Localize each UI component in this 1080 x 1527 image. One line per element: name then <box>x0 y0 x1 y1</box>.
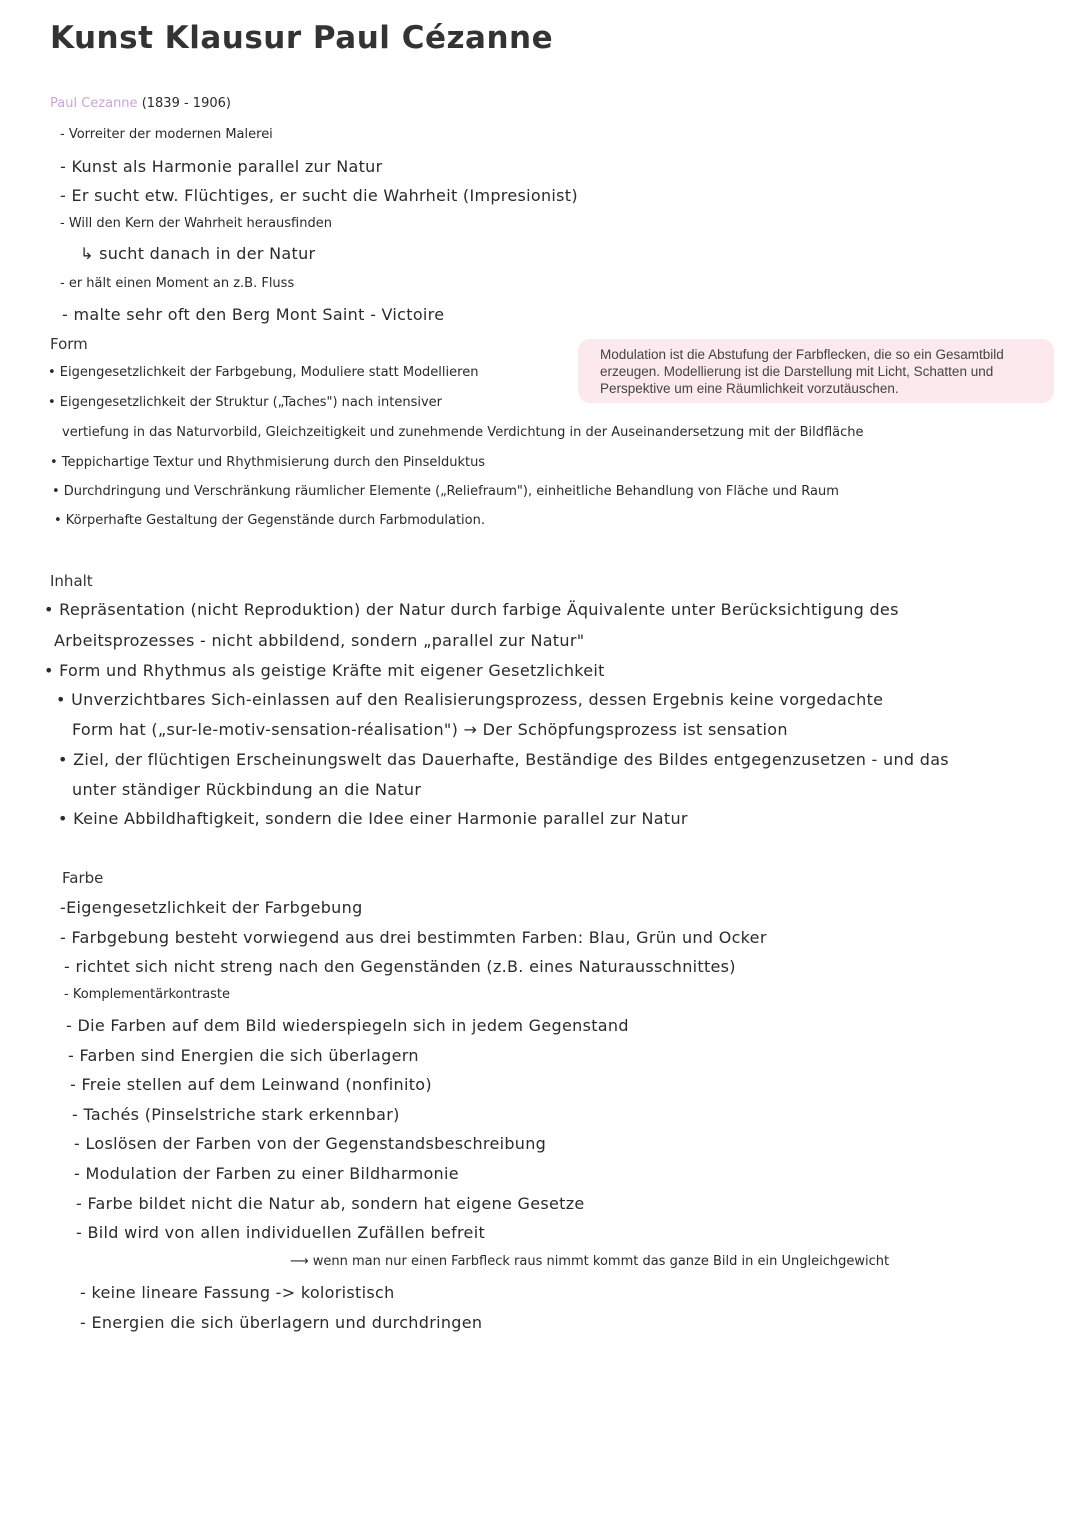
form-item: • Eigengesetzlichkeit der Struktur („Taches") nach intensiver <box>48 395 443 410</box>
page-title: Kunst Klausur Paul Cézanne <box>50 20 554 56</box>
farbe-item: - keine lineare Fassung -> koloristisch <box>80 1283 395 1302</box>
farbe-item: - Tachés (Pinselstriche stark erkennbar) <box>72 1105 400 1124</box>
farbe-item: - Farbgebung besteht vorwiegend aus drei bestimmten Farben: Blau, Grün und Ocker <box>60 928 767 947</box>
inhalt-item: • Ziel, der flüchtigen Erscheinungswelt das Dauerhafte, Beständige des Bildes entgegenzusetzen - und das <box>58 750 949 769</box>
inhalt-item: • Keine Abbildhaftigkeit, sondern die Idee einer Harmonie parallel zur Natur <box>58 809 688 828</box>
inhalt-item: • Form und Rhythmus als geistige Kräfte mit eigener Gesetzlichkeit <box>44 661 605 680</box>
farbe-item: - Freie stellen auf dem Leinwand (nonfinito) <box>70 1075 432 1094</box>
farbe-item: - Farben sind Energien die sich überlagern <box>68 1046 419 1065</box>
modulation-note: Modulation ist die Abstufung der Farbflecken, die so ein Gesamtbild erzeugen. Modellierung ist die Darstellung mit Licht, Schatten und Perspektive um eine Räumlichkeit vorzutäuschen. <box>578 339 1054 403</box>
intro-item: - malte sehr oft den Berg Mont Saint - Victoire <box>62 305 445 324</box>
intro-item: - Will den Kern der Wahrheit herausfinden <box>60 216 332 231</box>
farbe-item: - richtet sich nicht streng nach den Gegenständen (z.B. eines Naturausschnittes) <box>64 957 736 976</box>
farbe-item: - Die Farben auf dem Bild wiederspiegeln sich in jedem Gegenstand <box>66 1016 629 1035</box>
form-item: • Eigengesetzlichkeit der Farbgebung, Moduliere statt Modellieren <box>48 365 479 380</box>
intro-item: - Vorreiter der modernen Malerei <box>60 127 273 142</box>
farbe-item: - Bild wird von allen individuellen Zufällen befreit <box>76 1223 486 1242</box>
inhalt-item: Form hat („sur-le-motiv-sensation-réalisation") → Der Schöpfungsprozess ist sensation <box>72 720 788 739</box>
intro-header <box>50 96 231 111</box>
farbe-item: ⟶ wenn man nur einen Farbfleck raus nimmt kommt das ganze Bild in ein Ungleichgewicht <box>290 1254 890 1269</box>
intro-item: - Kunst als Harmonie parallel zur Natur <box>60 157 383 176</box>
farbe-item: - Modulation der Farben zu einer Bildharmonie <box>74 1164 459 1183</box>
form-item: vertiefung in das Naturvorbild, Gleichzeitigkeit und zunehmende Verdichtung in der Auseinandersetzung mit der Bildfläche <box>62 425 864 440</box>
intro-item: - Er sucht etw. Flüchtiges, er sucht die Wahrheit (Impresionist) <box>60 186 578 205</box>
farbe-item: - Farbe bildet nicht die Natur ab, sondern hat eigene Gesetze <box>76 1194 585 1213</box>
form-item: • Körperhafte Gestaltung der Gegenstände durch Farbmodulation. <box>54 513 485 528</box>
farbe-heading: Farbe <box>62 869 104 887</box>
form-heading: Form <box>50 335 88 353</box>
farbe-item: - Loslösen der Farben von der Gegenstandsbeschreibung <box>74 1134 547 1153</box>
intro-item: - er hält einen Moment an z.B. Fluss <box>60 276 295 291</box>
inhalt-item: • Unverzichtbares Sich-einlassen auf den Realisierungsprozess, dessen Ergebnis keine vorgedachte <box>56 690 884 709</box>
intro-item: ↳ sucht danach in der Natur <box>80 244 316 263</box>
inhalt-heading: Inhalt <box>50 572 93 590</box>
form-item: • Durchdringung und Verschränkung räumlicher Elemente („Reliefraum"), einheitliche Behandlung von Fläche und Raum <box>52 484 839 499</box>
intro-name: Paul Cezanne <box>50 96 138 111</box>
inhalt-item: • Repräsentation (nicht Reproduktion) der Natur durch farbige Äquivalente unter Berücksichtigung des <box>44 600 899 619</box>
form-item: • Teppichartige Textur und Rhythmisierung durch den Pinselduktus <box>50 455 486 470</box>
farbe-item: -Eigengesetzlichkeit der Farbgebung <box>60 898 363 917</box>
intro-dates: (1839 - 1906) <box>141 96 231 111</box>
inhalt-item: unter ständiger Rückbindung an die Natur <box>72 780 422 799</box>
inhalt-item: Arbeitsprozesses - nicht abbildend, sondern „parallel zur Natur" <box>54 631 585 650</box>
farbe-item: - Energien die sich überlagern und durchdringen <box>80 1313 483 1332</box>
farbe-item: - Komplementärkontraste <box>64 987 231 1002</box>
